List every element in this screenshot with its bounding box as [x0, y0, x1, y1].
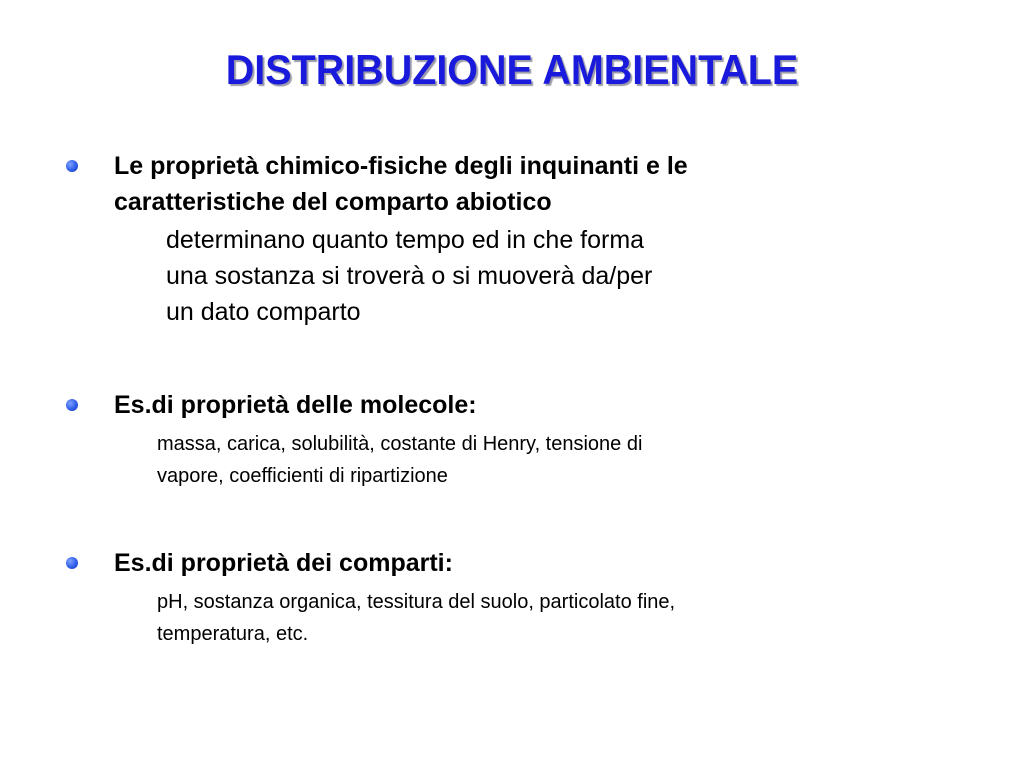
bullet-1-indent-text — [166, 222, 652, 330]
bullet-2-main-text — [114, 387, 477, 423]
bullet-1-main-line: Le proprietà chimico-fisiche degli inquinanti e le — [114, 152, 688, 180]
bullet-3-sub-line: pH, sostanza organica, tessitura del suolo, particolato fine, — [157, 591, 676, 613]
bullet-dot-icon — [66, 160, 78, 172]
bullet-2-sub-text — [157, 428, 642, 492]
bullet-dot-icon — [66, 557, 78, 569]
bullet-dot-icon — [66, 399, 78, 411]
bullet-3-main-text — [114, 545, 453, 581]
bullet-3-main-line: Es.di proprietà dei comparti: — [114, 549, 453, 577]
bullet-3-sub-line: temperatura, etc. — [157, 623, 309, 645]
bullet-3-sub-text — [157, 586, 675, 650]
bullet-2-sub-line: massa, carica, solubilità, costante di Henry, tensione di — [157, 433, 643, 455]
bullet-2-main-line: Es.di proprietà delle molecole: — [114, 391, 477, 419]
bullet-1-indent-line: determinano quanto tempo ed in che forma — [166, 226, 645, 254]
bullet-1-main-text — [114, 148, 688, 220]
slide-title: DISTRIBUZIONE AMBIENTALE — [225, 46, 799, 93]
bullet-2-sub-line: vapore, coefficienti di ripartizione — [157, 465, 448, 487]
bullet-1-main-line: caratteristiche del comparto abiotico — [114, 188, 552, 216]
bullet-1-indent-line: un dato comparto — [166, 298, 361, 326]
bullet-1-indent-line: una sostanza si troverà o si muoverà da/per — [166, 262, 653, 290]
